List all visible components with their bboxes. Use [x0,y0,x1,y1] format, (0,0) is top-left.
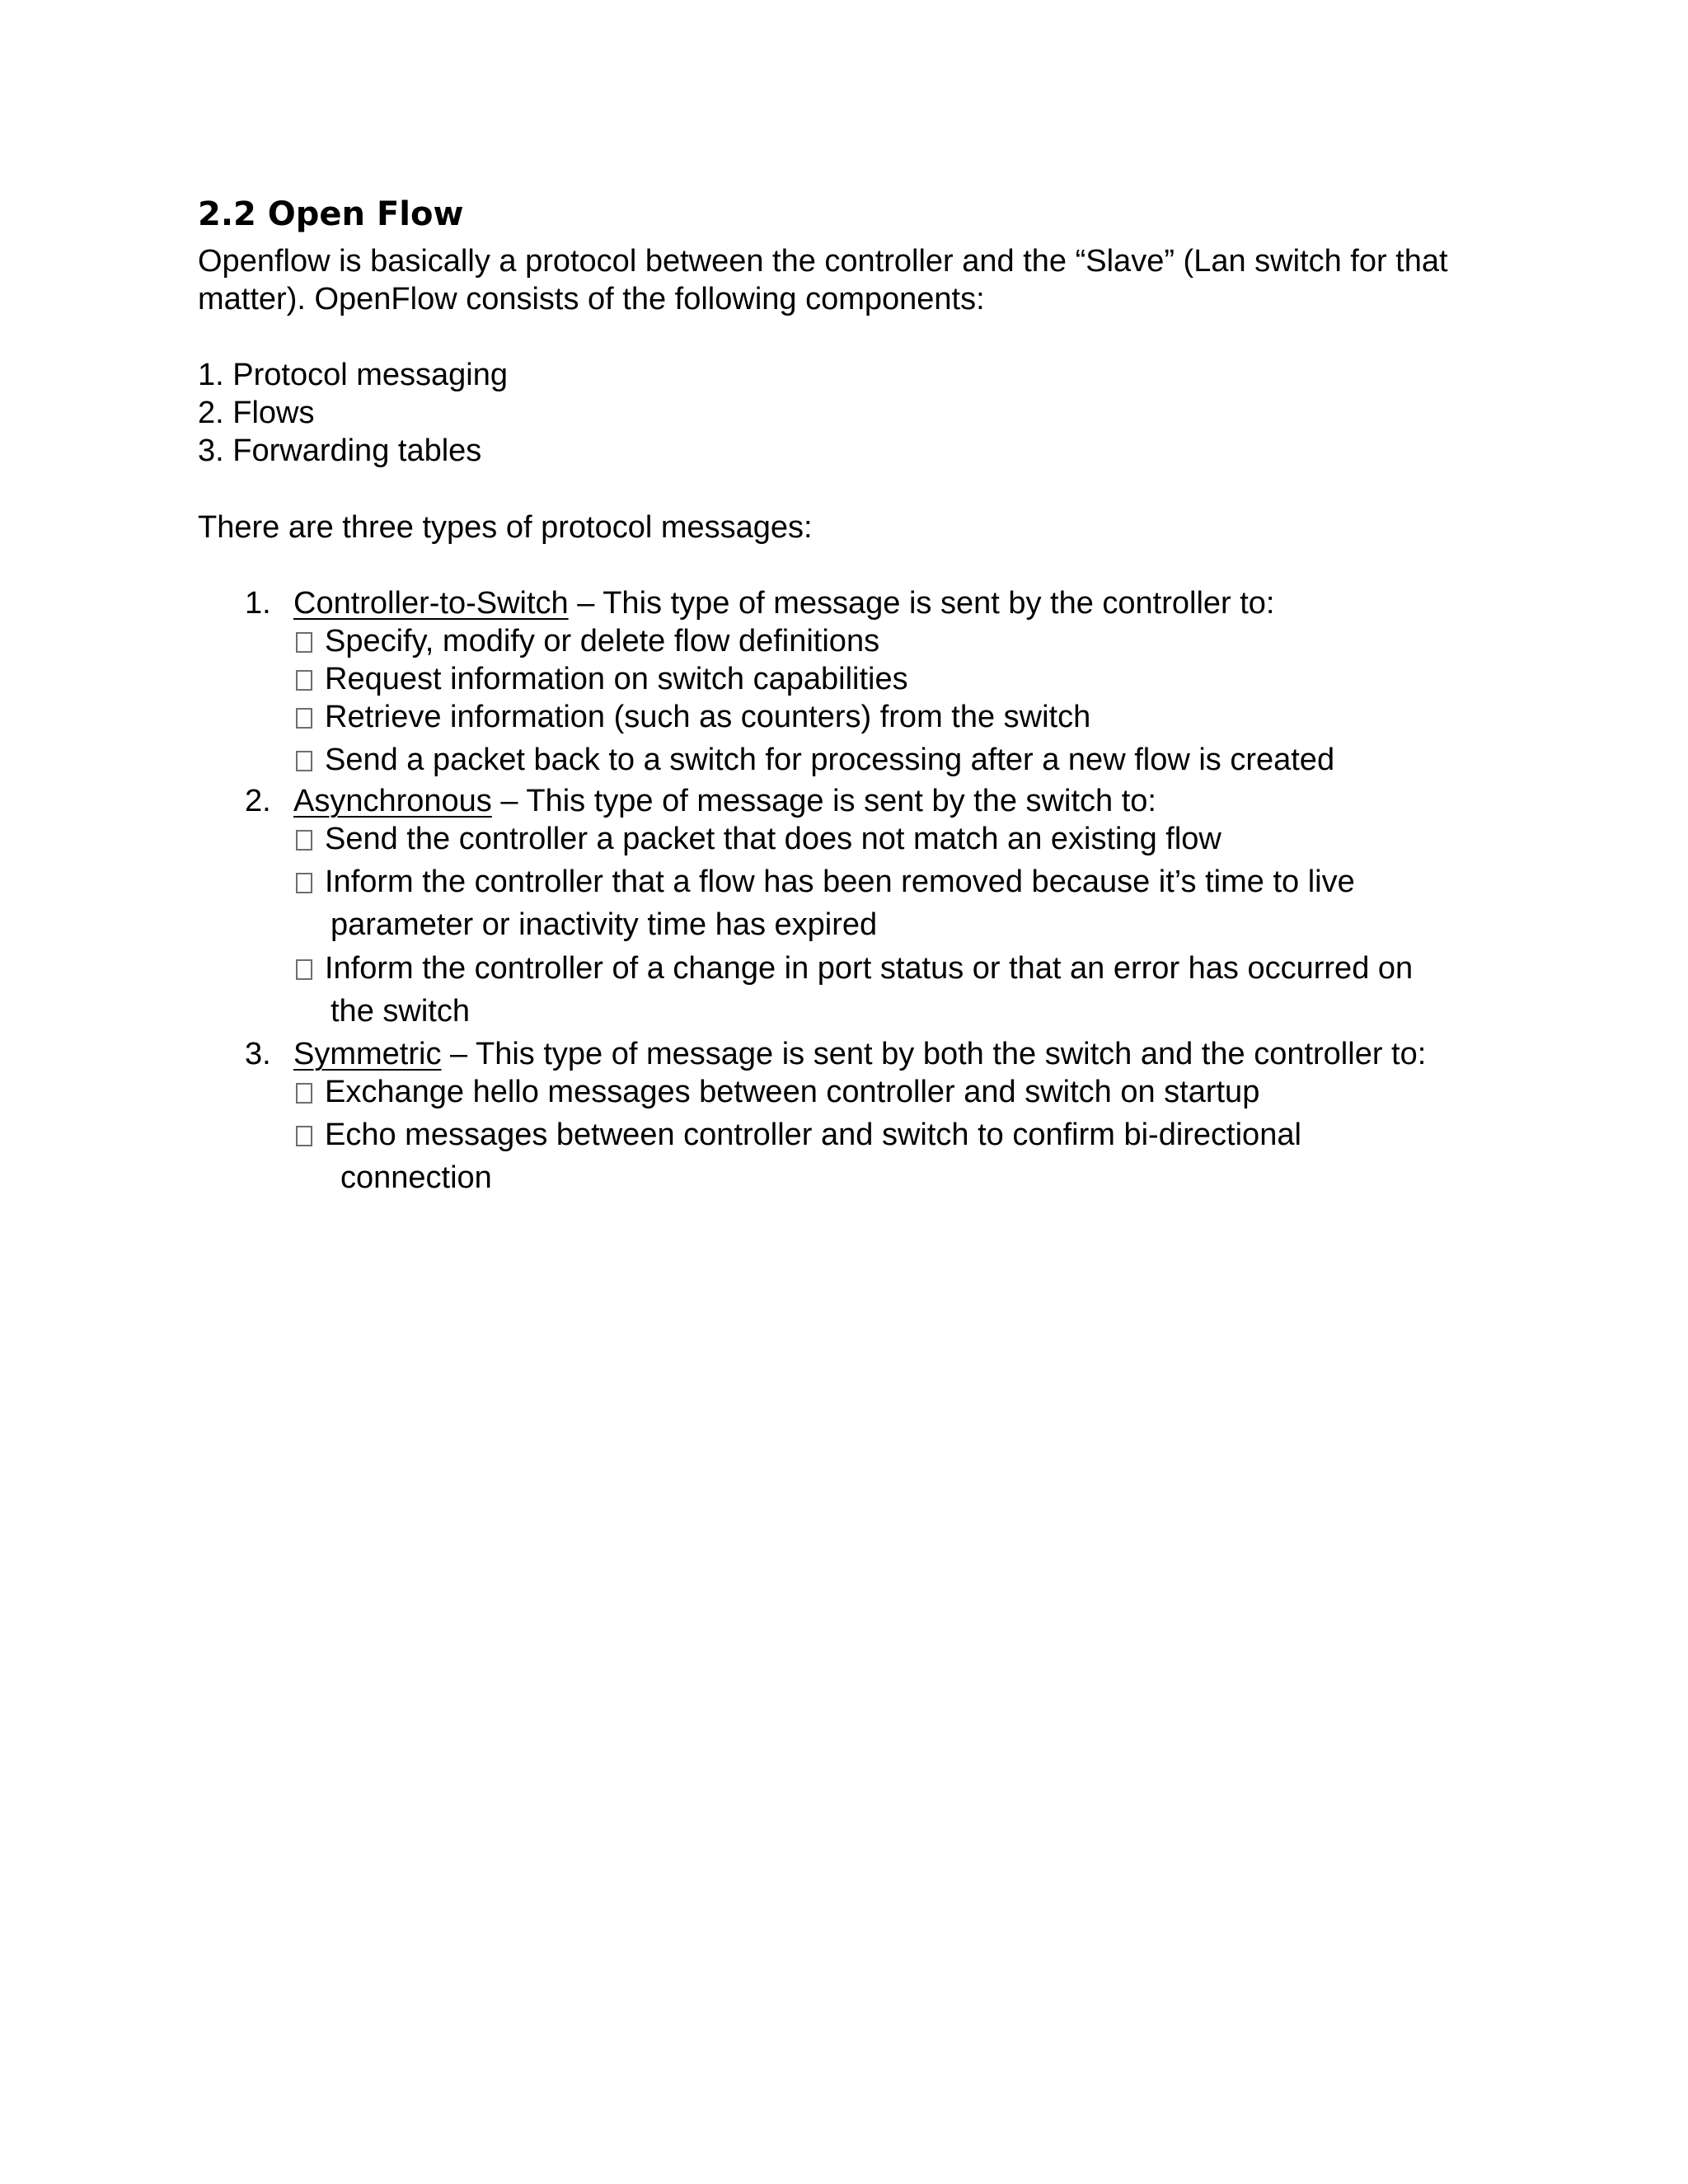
checkbox-glyph-icon [296,830,312,851]
component-item-2: 2. Flows [198,396,315,430]
bullet-text: Send the controller a packet that does not match an existing flow [325,822,1221,856]
bullet-item [296,863,1355,901]
message-type-desc: – This type of message is sent by the switch to: [491,784,1156,818]
bullet-text: Send a packet back to a switch for processing after a new flow is created [325,743,1335,777]
message-type-3 [293,1035,1426,1073]
bullet-item [296,698,1090,736]
message-type-1 [293,584,1275,622]
section-heading: 2.2 Open Flow [198,195,464,233]
bullet-continuation: parameter or inactivity time has expired [331,907,878,942]
bullet-item [296,820,1221,858]
bullet-item [296,660,908,698]
checkbox-glyph-icon [296,873,312,893]
checkbox-glyph-icon [296,708,312,729]
message-type-2 [293,782,1156,820]
message-type-desc: – This type of message is sent by the controller to: [568,586,1275,621]
message-type-name: Asynchronous [293,784,492,818]
bullet-item [296,1116,1301,1154]
checkbox-glyph-icon [296,670,312,691]
bullet-item [296,741,1334,779]
bullet-text: Exchange hello messages between controller and switch on startup [325,1075,1260,1109]
list-number-3: 3. [245,1037,271,1071]
message-type-name: Controller-to-Switch [293,586,569,621]
list-number-1: 1. [245,586,271,621]
bullet-item [296,949,1413,987]
checkbox-glyph-icon [296,1126,312,1146]
checkbox-glyph-icon [296,751,312,771]
message-type-name: Symmetric [293,1037,442,1071]
bullet-text: Inform the controller of a change in port status or that an error has occurred on [325,951,1414,986]
bullet-text: Inform the controller that a flow has been removed because it’s time to live [325,865,1355,899]
checkbox-glyph-icon [296,959,312,980]
bullet-text: Request information on switch capabilities [325,662,908,696]
checkbox-glyph-icon [296,1083,312,1104]
bullet-text: Specify, modify or delete flow definitions [325,624,880,658]
bullet-continuation: connection [340,1160,492,1195]
bullet-continuation: the switch [331,994,470,1029]
bullet-text: Echo messages between controller and switch to confirm bi-directional [325,1118,1301,1152]
bullet-item [296,1073,1259,1111]
bullet-text: Retrieve information (such as counters) from the switch [325,700,1091,734]
intro-line-2: matter). OpenFlow consists of the following components: [198,282,985,316]
intro-line-1: Openflow is basically a protocol between the controller and the “Slave” (Lan switch for that [198,244,1448,279]
message-type-desc: – This type of message is sent by both the switch and the controller to: [441,1037,1427,1071]
types-intro: There are three types of protocol messages: [198,510,813,545]
checkbox-glyph-icon [296,632,312,653]
component-item-3: 3. Forwarding tables [198,434,482,468]
bullet-item [296,622,879,660]
list-number-2: 2. [245,784,271,818]
component-item-1: 1. Protocol messaging [198,358,508,392]
